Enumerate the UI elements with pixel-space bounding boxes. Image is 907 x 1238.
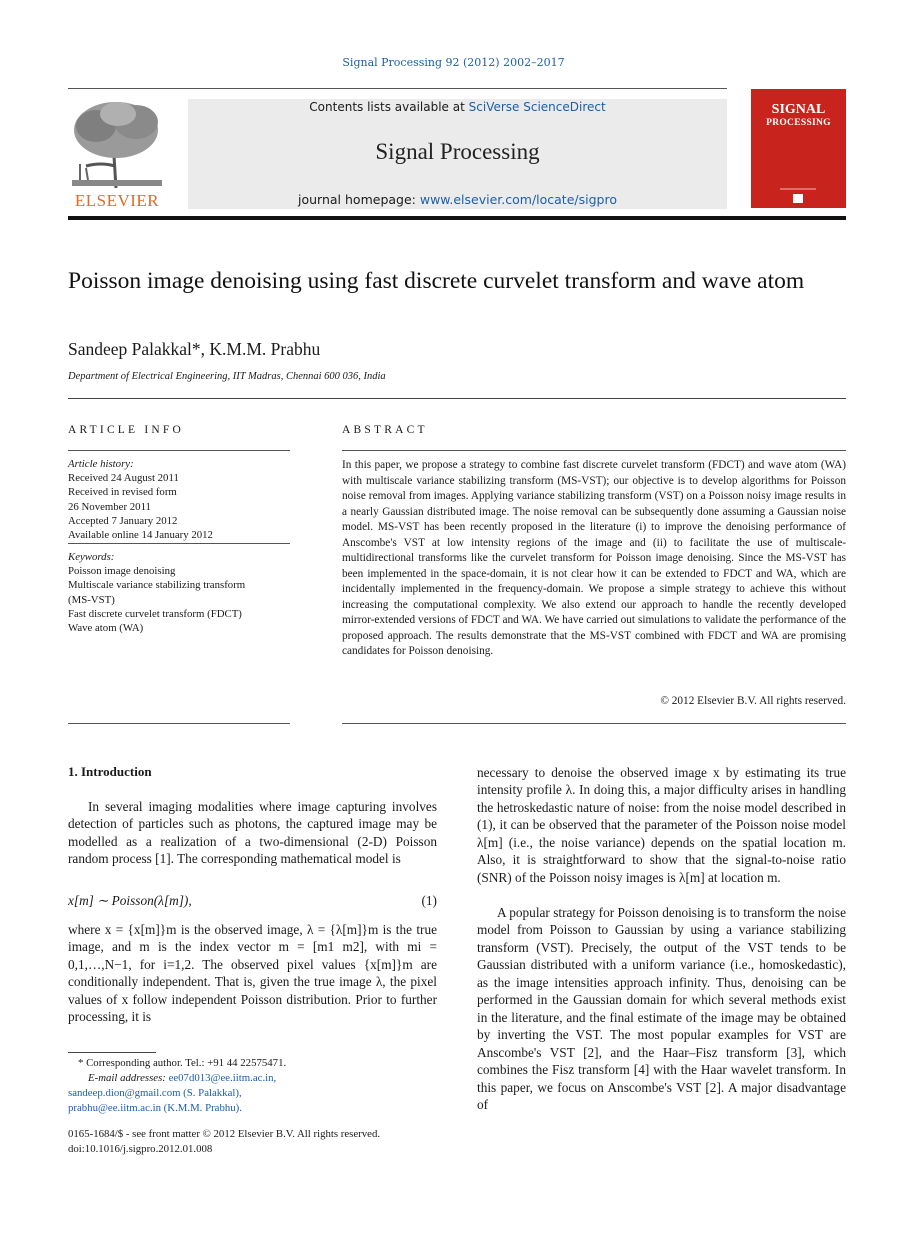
cover-title-line2: PROCESSING xyxy=(766,118,831,128)
email-link[interactable]: ee07d013@ee.iitm.ac.in, xyxy=(168,1072,277,1084)
abstract-text: In this paper, we propose a strategy to combine fast discrete curvelet transform (FDCT) and wave atom (WA) with multiscale variance stabilizing transform (MS-VST); our objective is to develop algorithms for Poisson noise removal from images. Applying variance stabilizing transform (VST) on a Poisson noisy image results in a nearly Gaussian distributed image. The noise removal can be subsequently done assuming a Gaussian noise model. MS-VST has been recently proposed in the literature (i) to improve the denoising performance of Anscombe's VST at low intensity regions of the image and (ii) to facilitate the use of multiscale-multidirectional transforms like the curvelet transform for Poisson image denoising. Since the MS-VST has been implemented in the space-domain, it is not clear how it can be extended to FDCT and WA, which are incidentally implemented in the frequency-domain. We propose a simple strategy to achieve this without increasing the computational complexity. We also extend our approach to handle the recently developed mirror-extended versions of FDCT and WA. We have carried out simulations to validate the performance of the proposed approach. The results demonstrate that the MS-VST combined with FDCT and WA are promising candidates for Poisson denoising. xyxy=(342,459,846,657)
keyword-item: Fast discrete curvelet transform (FDCT) xyxy=(68,607,242,620)
cover-publisher-mark-icon xyxy=(778,186,818,206)
cover-title-line1: SIGNAL xyxy=(771,102,826,117)
keyword-item: Poisson image denoising xyxy=(68,565,176,578)
equation-1 xyxy=(68,893,437,909)
keyword-item: Multiscale variance stabilizing transform xyxy=(68,579,246,592)
title-rule xyxy=(68,398,846,399)
article-info-heading: ARTICLE INFO xyxy=(68,424,184,436)
email-label: E-mail addresses: xyxy=(88,1072,166,1084)
keyword-item: Wave atom (WA) xyxy=(68,622,144,635)
history-item: 26 November 2011 xyxy=(68,500,151,513)
abstract-copyright: © 2012 Elsevier B.V. All rights reserved. xyxy=(660,695,846,707)
email-link[interactable]: sandeep.dion@gmail.com (S. Palakkal), xyxy=(68,1087,242,1099)
section-heading-introduction: 1. Introduction xyxy=(68,764,152,779)
issn-line: 0165-1684/$ - see front matter © 2012 Elsevier B.V. All rights reserved. xyxy=(68,1128,381,1140)
contents-prefix: Contents lists available at xyxy=(309,100,469,114)
abstract-rule-top xyxy=(342,450,846,451)
intro-paragraph-3: necessary to denoise the observed image x by estimating its true intensity profile λ. In doing this, a major difficulty arises in handling the hetroskedastic nature of noise: from the noise model described in (1), it can be observed that the parameter of the Poisson noise model λ[m] (i.e., the noise variance) depends on the spatial location m. Also, it is straightforward to show that the signal-to-noise ratio (SNR) of the Poisson noisy images is λ[m] at location m. xyxy=(477,765,846,885)
footnote-rule xyxy=(68,1052,156,1053)
article-info-rule-bottom xyxy=(68,723,290,724)
equation-number: (1) xyxy=(421,893,437,908)
email-link[interactable]: prabhu@ee.iitm.ac.in (K.M.M. Prabhu). xyxy=(68,1102,242,1114)
history-label: Article history: xyxy=(68,458,134,470)
homepage-prefix: journal homepage: xyxy=(298,192,420,207)
article-info-rule-top xyxy=(68,450,290,451)
header-rule xyxy=(68,88,727,89)
homepage-line xyxy=(188,192,727,207)
author-affiliation: Department of Electrical Engineering, IIT Madras, Chennai 600 036, India xyxy=(68,371,386,382)
history-item: Received 24 August 2011 xyxy=(68,472,179,485)
keywords-label: Keywords: xyxy=(68,551,115,563)
article-info-rule-mid xyxy=(68,543,290,544)
journal-cover-title xyxy=(751,104,846,129)
article-authors[interactable]: Sandeep Palakkal*, K.M.M. Prabhu xyxy=(68,339,321,359)
equation-text: x[m] ∼ Poisson(λ[m]), xyxy=(68,893,192,908)
doi-line[interactable]: doi:10.1016/j.sigpro.2012.01.008 xyxy=(68,1143,213,1155)
contents-line xyxy=(188,100,727,114)
history-item: Accepted 7 January 2012 xyxy=(68,514,178,527)
keywords-block xyxy=(68,550,290,635)
footnote-block xyxy=(68,1056,437,1116)
intro-paragraph-2: where x = {x[m]}m is the observed image, λ = {λ[m]}m is the true image, and m is the index vector m = [m1 m2], with mi = 0,1,…,N−1, for i=1,2. The observed pixel values {x[m]}m are conditionally independent. That is, given the true image λ, the pixel values of x follow independent Poisson distribution. Prior to further processing, it is xyxy=(68,922,437,1025)
homepage-link[interactable]: www.elsevier.com/locate/sigpro xyxy=(419,192,617,207)
abstract-heading: ABSTRACT xyxy=(342,424,428,436)
keyword-item: (MS-VST) xyxy=(68,593,115,606)
article-title: Poisson image denoising using fast discrete curvelet transform and wave atom xyxy=(68,268,805,294)
sciencedirect-link[interactable]: SciVerse ScienceDirect xyxy=(468,100,606,114)
history-item: Available online 14 January 2012 xyxy=(68,529,213,542)
journal-name: Signal Processing xyxy=(375,139,540,164)
intro-paragraph-1: In several imaging modalities where image capturing involves detection of particles such as photons, the captured image may be modelled as a realization of a two-dimensional (2-D) Poisson random process [1]. The corresponding mathematical model is xyxy=(68,799,437,867)
journal-citation[interactable]: Signal Processing 92 (2012) 2002–2017 xyxy=(342,56,565,69)
abstract-rule-bottom xyxy=(342,723,846,724)
intro-paragraph-4: A popular strategy for Poisson denoising is to transform the noise model from Poisson to Gaussian by using a variance stabilizing transform (VST). Precisely, the output of the VST tends to be Gaussian distributed with a uniform variance (i.e., homoskedastic), as the image intensities approach infinity. Thus, denoising can be performed in the Gaussian domain for which several methods exist in the literature, and the final estimate of the image may be obtained by inverting the VST. The most popular examples for VST are Anscombe's VST [2], and the Haar–Fisz transform [3], which combines the Fisz transform [4] with the Haar wavelet transform. In this paper, we focus on Anscombe's VST [2]. A major disadvantage of xyxy=(477,905,846,1112)
front-matter-note xyxy=(68,1127,437,1157)
corresponding-author-note: * Corresponding author. Tel.: +91 44 22575471. xyxy=(78,1057,287,1069)
history-item: Received in revised form xyxy=(68,486,177,499)
elsevier-wordmark: ELSEVIER xyxy=(74,191,160,210)
article-history xyxy=(68,457,290,542)
header-thick-rule xyxy=(68,216,846,220)
